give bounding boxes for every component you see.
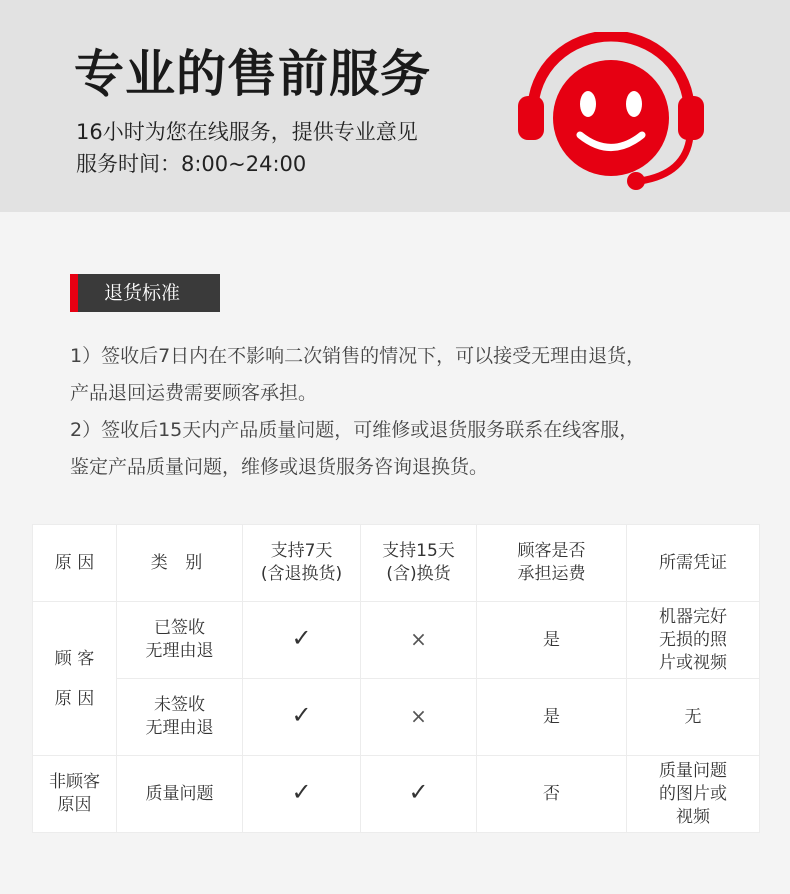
customer-service-headset-icon — [516, 32, 706, 192]
seven-day-cell — [243, 679, 361, 756]
fifteen-day-cell — [361, 756, 477, 833]
table-row — [33, 602, 760, 679]
header-banner — [0, 0, 790, 212]
check-icon: ✓ — [291, 624, 312, 652]
group-customer-reason: 顾 客 原 因 — [33, 602, 117, 756]
shipping-cell: 否 — [477, 756, 627, 833]
rule-line: 产品退回运费需要顾客承担。 — [70, 382, 318, 404]
check-icon: ✓ — [408, 778, 429, 806]
header-proof: 所需凭证 — [627, 525, 760, 602]
cross-icon: × — [410, 626, 427, 651]
header-fifteen-day: 支持15天 (含)换货 — [361, 525, 477, 602]
proof-cell: 质量问题 的图片或 视频 — [627, 756, 760, 833]
header-reason: 原 因 — [33, 525, 117, 602]
return-rules — [70, 338, 750, 486]
service-hours-line: 16小时为您在线服务，提供专业意见 — [76, 120, 418, 144]
rule-line: 2）签收后15天内产品质量问题，可维修或退货服务联系在线客服， — [70, 419, 639, 441]
section-tag-return-standard: 退货标准 — [70, 274, 220, 312]
table-header-row — [33, 525, 760, 602]
return-policy-table — [32, 524, 760, 833]
fifteen-day-cell — [361, 602, 477, 679]
seven-day-cell — [243, 602, 361, 679]
header-seven-day: 支持7天 (含退换货) — [243, 525, 361, 602]
check-icon: ✓ — [291, 701, 312, 729]
category-cell: 未签收 无理由退 — [117, 679, 243, 756]
proof-cell: 机器完好 无损的照 片或视频 — [627, 602, 760, 679]
rule-line: 鉴定产品质量问题，维修或退货服务咨询退换货。 — [70, 456, 489, 478]
check-icon: ✓ — [291, 778, 312, 806]
category-cell: 质量问题 — [117, 756, 243, 833]
group-noncustomer-reason: 非顾客 原因 — [33, 756, 117, 833]
rule-line: 1）签收后7日内在不影响二次销售的情况下，可以接受无理由退货， — [70, 345, 646, 367]
fifteen-day-cell — [361, 679, 477, 756]
cross-icon: × — [410, 703, 427, 728]
header-shipping: 顾客是否 承担运费 — [477, 525, 627, 602]
service-time-line: 服务时间：8:00~24:00 — [76, 152, 307, 176]
page-title: 专业的售前服务 — [74, 45, 431, 103]
header-category: 类 别 — [117, 525, 243, 602]
shipping-cell: 是 — [477, 679, 627, 756]
proof-cell: 无 — [627, 679, 760, 756]
seven-day-cell — [243, 756, 361, 833]
table-row — [33, 679, 760, 756]
shipping-cell: 是 — [477, 602, 627, 679]
table-row — [33, 756, 760, 833]
category-cell: 已签收 无理由退 — [117, 602, 243, 679]
